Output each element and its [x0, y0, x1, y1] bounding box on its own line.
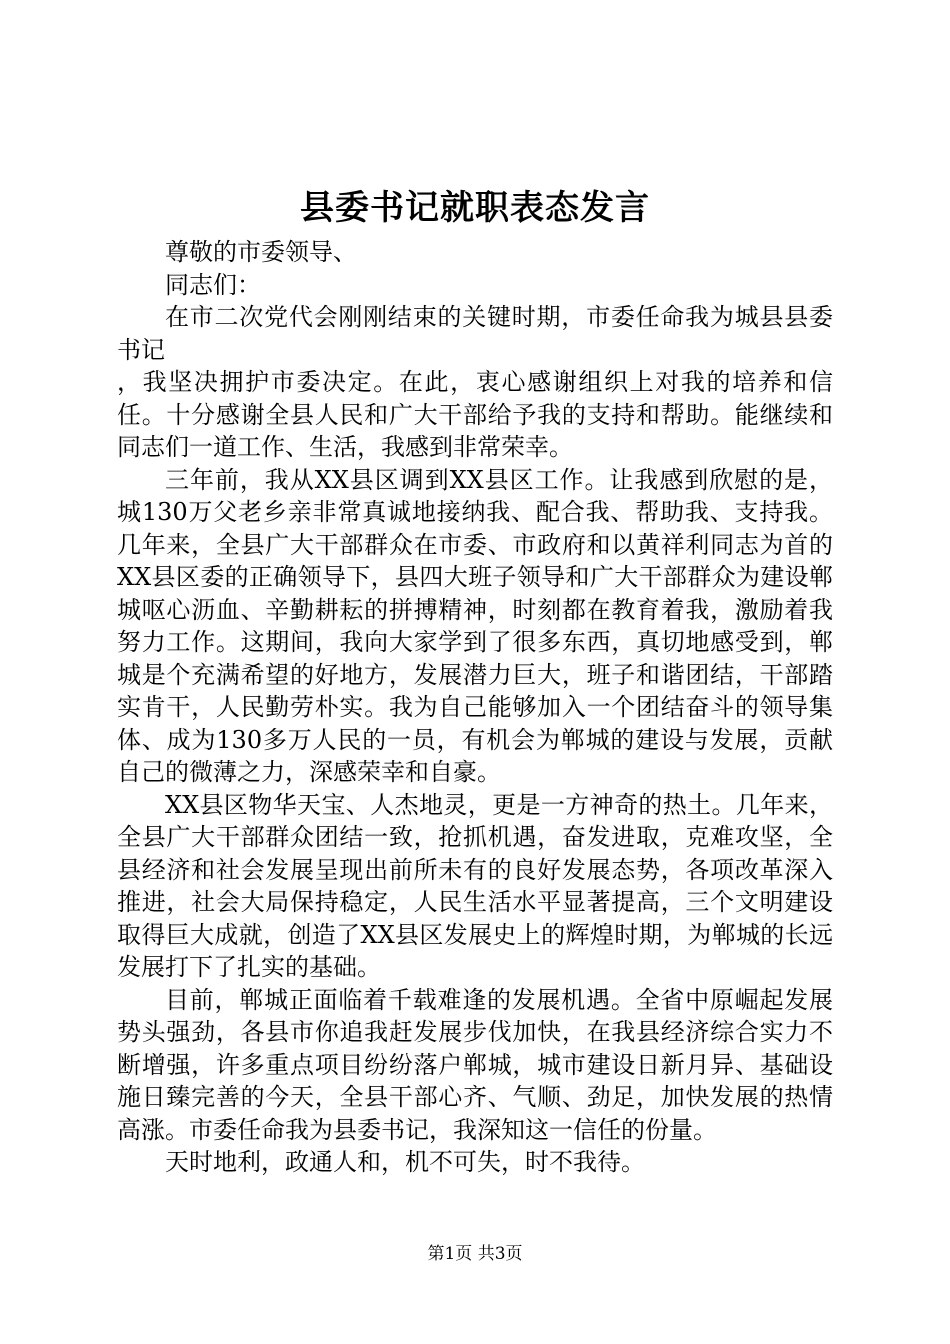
paragraph: XX县区物华天宝、人杰地灵，更是一方神奇的热土。几年来，全县广大干部群众团结一致，抢抓机遇，奋发进取，克难攻坚，全县经济和社会发展呈现出前所未有的良好发展态势，各项改革深入推进，社会大局保持稳定，人民生活水平显著提高，三个文明建设取得巨大成就，创造了XX县区发展史上的辉煌时期，为郸城的长远发展打下了扎实的基础。 [117, 790, 833, 981]
paragraph: 天时地利，政通人和，机不可失，时不我待。 [165, 1148, 645, 1176]
salutation-line-2: 同志们： [165, 270, 261, 299]
document-body [117, 236, 833, 1179]
document-title: 县委书记就职表态发言 [300, 188, 650, 228]
paragraph: 三年前，我从XX县区调到XX县区工作。让我感到欣慰的是，城130万父老乡亲非常真诚地接纳我、配合我、帮助我、支持我。几年来，全县广大干部群众在市委、市政府和以黄祥利同志为首的XX县区委的正确领导下，县四大班子领导和广大干部群众为建设郸城呕心沥血、辛勤耕耘的拼搏精神，时刻都在教育着我，激励着我努力工作。这期间，我向大家学到了很多东西，真切地感受到，郸城是个充满希望的好地方，发展潜力巨大，班子和谐团结，干部踏实肯干，人民勤劳朴实。我为自己能够加入一个团结奋斗的领导集体、成为130多万人民的一员，有机会为郸城的建设与发展，贡献自己的微薄之力，深感荣幸和自豪。 [117, 465, 833, 786]
page-number-footer: 第1页 共3页 [427, 1244, 523, 1264]
salutation-line-1: 尊敬的市委领导、 [165, 238, 357, 266]
paragraph: 在市二次党代会刚刚结束的关键时期，市委任命我为城县县委书记 [117, 303, 833, 364]
paragraph: ，我坚决拥护市委决定。在此，衷心感谢组织上对我的培养和信任。十分感谢全县人民和广大干部给予我的支持和帮助。能继续和同志们一道工作、生活，我感到非常荣幸。 [117, 368, 833, 461]
paragraph: 目前，郸城正面临着千载难逢的发展机遇。全省中原崛起发展势头强劲，各县市你追我赶发展步伐加快，在我县经济综合实力不断增强，许多重点项目纷纷落户郸城，城市建设日新月异、基础设施日臻完善的今天，全县干部心齐、气顺、劲足，加快发展的热情高涨。市委任命我为县委书记，我深知这一信任的份量。 [117, 985, 833, 1144]
